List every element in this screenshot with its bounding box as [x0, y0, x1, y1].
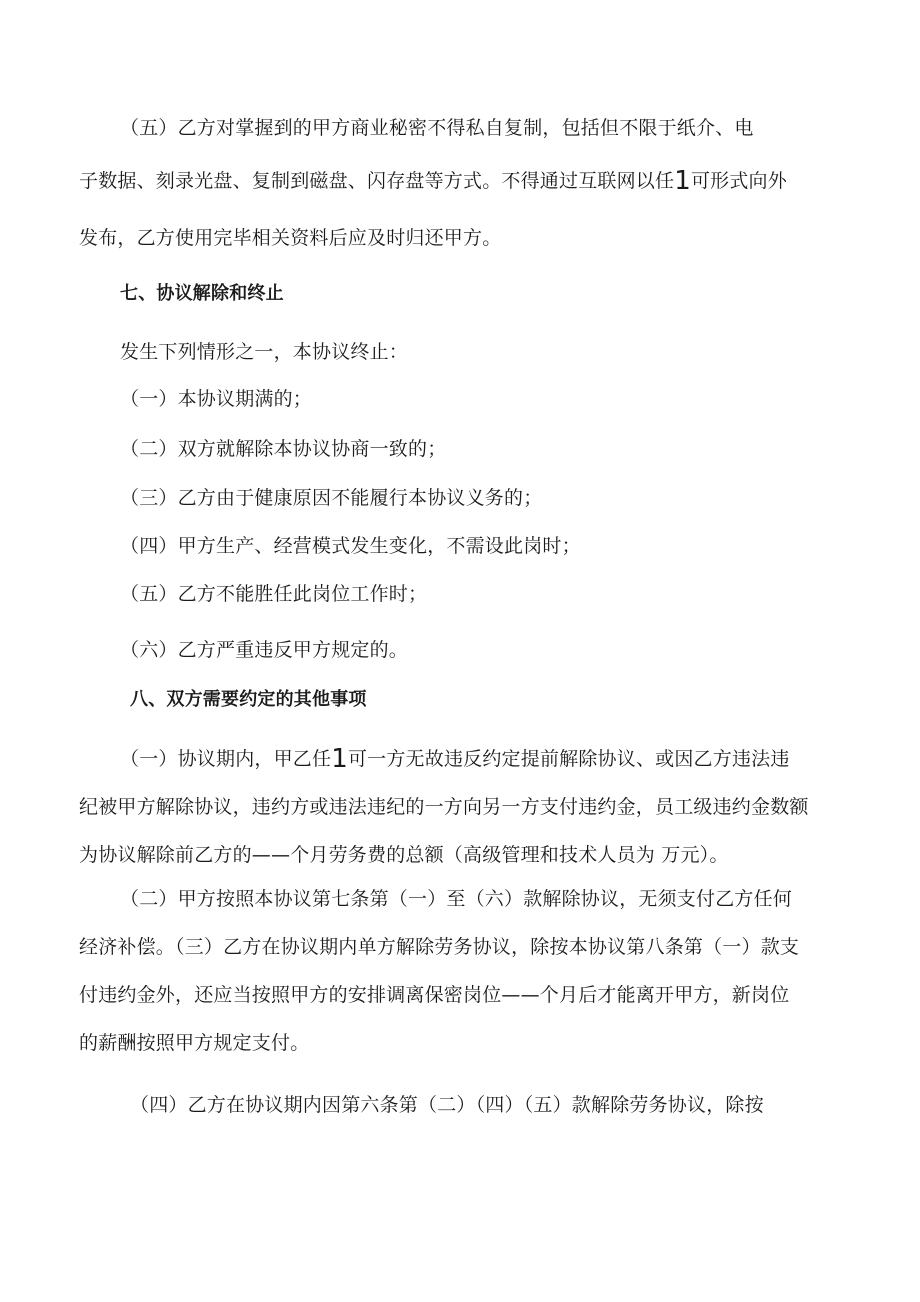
section-8-para-1-line-1	[120, 744, 790, 774]
section-8-para-2-line-1: （二）甲方按照本协议第七条第（一）至（六）款解除协议，无须支付乙方任何	[120, 888, 793, 910]
secrets-para-line-3: 发布，乙方使用完毕相关资料后应及时归还甲方。	[79, 227, 502, 249]
section-8-heading: 八、双方需要约定的其他事项	[130, 689, 367, 710]
secrets-para-line-2-text-a: 子数据、刻录光盘、复制到磁盘、闪存盘等方式。不得通过互联网以任	[79, 170, 675, 192]
section-7-item-2: （二）双方就解除本协议协商一致的；	[120, 438, 447, 460]
secrets-para-line-2-text-b: 可形式向外	[690, 170, 787, 192]
section-8-para-2-line-4: 的薪酬按照甲方规定支付。	[79, 1032, 310, 1054]
section-7-intro: 发生下列情形之一，本协议终止：	[120, 341, 409, 363]
section-7-item-3: （三）乙方由于健康原因不能履行本协议义务的；	[120, 487, 543, 509]
section-8-para-1-number-one: 1	[331, 744, 348, 774]
section-7-item-4: （四）甲方生产、经营模式发生变化，不需设此岗时；	[120, 535, 581, 557]
secrets-para-line-1: （五）乙方对掌握到的甲方商业秘密不得私自复制，包括但不限于纸介、电	[120, 117, 754, 139]
secrets-para-number-one: 1	[674, 166, 691, 196]
secrets-para-line-2	[79, 166, 787, 196]
section-7-item-5: （五）乙方不能胜任此岗位工作时；	[120, 583, 428, 605]
section-8-para-1-line-2: 纪被甲方解除协议，违约方或违法违纪的一方向另一方支付违约金，员工级违约金数额	[79, 796, 809, 818]
section-8-para-1-line-1-text-a: （一）协议期内，甲乙任	[120, 748, 332, 770]
section-7-item-1: （一）本协议期满的；	[120, 388, 313, 410]
section-8-para-3-line-1: （四）乙方在协议期内因第六条第（二）（四）（五）款解除劳务协议，除按	[130, 1094, 764, 1116]
section-8-para-1-line-1-text-b: 可一方无故违反约定提前解除协议、或因乙方违法违	[347, 748, 790, 770]
section-8-para-2-line-2: 经济补偿。（三）乙方在协议期内单方解除劳务协议，除按本协议第八条第（一）款支	[79, 936, 800, 958]
section-8-para-1-line-3: 为协议解除前乙方的——个月劳务费的总额（高级管理和技术人员为 万元）。	[79, 844, 729, 866]
section-8-para-2-line-3: 付违约金外，还应当按照甲方的安排调离保密岗位——个月后才能离开甲方，新岗位	[79, 984, 790, 1006]
section-7-item-6: （六）乙方严重违反甲方规定的。	[120, 639, 409, 661]
section-7-heading: 七、协议解除和终止	[120, 283, 284, 304]
